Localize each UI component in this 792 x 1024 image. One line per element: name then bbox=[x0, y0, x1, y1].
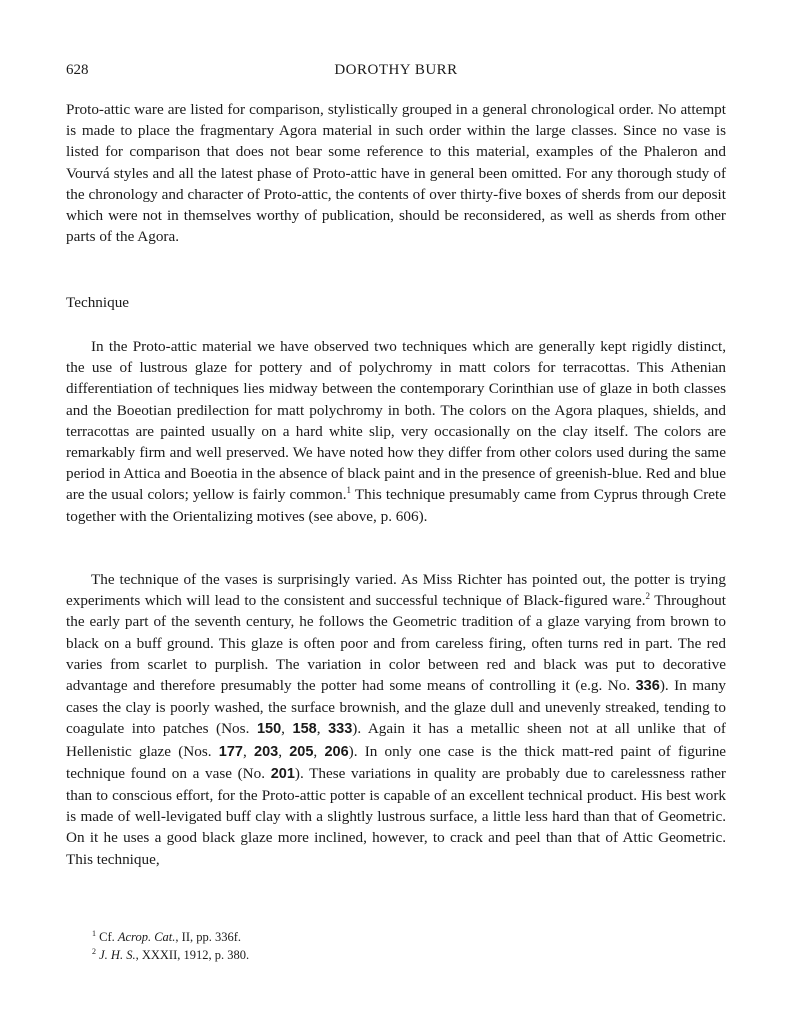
catalogue-number: 333 bbox=[328, 721, 353, 738]
section-heading: Technique bbox=[66, 294, 130, 311]
footnote-title: Acrop. Cat. bbox=[117, 930, 176, 944]
footnotes bbox=[92, 928, 249, 964]
catalogue-number: 205 bbox=[289, 743, 314, 760]
footnote-mark: 1 bbox=[92, 928, 96, 938]
footnote-text: Cf. bbox=[96, 930, 118, 944]
page-header bbox=[66, 62, 726, 86]
paragraph-text: The technique of the vases is surprisingly varied. As Miss Richter has pointed out, the potter is trying experiments which will lead to the consistent and successful technique of Black-figured ware. bbox=[66, 571, 726, 610]
catalogue-number: 177 bbox=[218, 743, 243, 760]
catalogue-number: 158 bbox=[292, 721, 317, 738]
paragraph-text: ). In many cases the clay is poorly washed, the surface brownish, and the glaze dull and unevenly streaked, tending to coagulate into patches (Nos. bbox=[66, 677, 727, 738]
paragraph-text: ). Again it has a metallic sheen not at all unlike that of Hellenistic glaze (Nos. bbox=[66, 720, 726, 760]
paragraph-text: This technique presumably came from Cyprus through Crete together with the Orientalizing motives (see above, p. 606). bbox=[66, 486, 726, 525]
separator: , bbox=[242, 742, 254, 760]
separator: , bbox=[278, 742, 290, 760]
footnote bbox=[92, 928, 249, 946]
separator: , bbox=[281, 720, 293, 738]
footnote-ref: 2 bbox=[645, 591, 651, 602]
catalogue-number: 336 bbox=[635, 678, 660, 695]
page-number: 628 bbox=[66, 62, 89, 78]
footnote-title: J. H. S. bbox=[99, 948, 136, 962]
footnote-ref: 1 bbox=[346, 485, 351, 496]
separator: , bbox=[316, 720, 329, 738]
paragraph-text: ). These variations in quality are probably due to carelessness rather than to conscious effort, for the Proto-attic potter is capable of an excellent technical product. His best work is made of well-levigated buff clay with a slightly lustrous surface, a little less hard than that of Geometric. On it he uses a good black glaze more inclined, however, to crack and peel than that of Attic Geometric. This technique, bbox=[66, 764, 726, 868]
technique-paragraph bbox=[66, 336, 726, 527]
footnote-text: , II, pp. 336f. bbox=[175, 930, 242, 944]
running-head: DOROTHY BURR bbox=[334, 62, 458, 78]
catalogue-number: 206 bbox=[324, 743, 349, 760]
paragraph-text: ). In only one case is the thick matt-red paint of figurine technique found on a vase (No. bbox=[66, 742, 727, 782]
technique-paragraph bbox=[66, 569, 726, 870]
separator: , bbox=[313, 742, 325, 760]
footnote bbox=[92, 946, 249, 964]
catalogue-number: 203 bbox=[254, 743, 279, 760]
catalogue-number: 150 bbox=[256, 721, 282, 738]
paragraph-text: Throughout the early part of the seventh century, he follows the Geometric tradition of a glaze varying from brown to black on a buff ground. This glaze is often poor and from careless firing, often turns red in part. The red varies from scarlet to purplish. The variation in color between red and black was put to decorative advantage and therefore presumably the potter had some means of controlling it (e.g. No. bbox=[66, 592, 726, 695]
paragraph-text: In the Proto-attic material we have observed two techniques which are generally kept rigidly distinct, the use of lustrous glaze for pottery and of polychromy in matt colors for terracottas. This Athenian differentiation of techniques lies midway between the contemporary Corinthian use of glaze in both classes and the Boeotian predilection for matt polychromy in both. The colors on the Agora plaques, shields, and terracottas are painted usually on a hard white slip, very occasionally on the clay itself. The colors are remarkably firm and well preserved. We have noted how they differ from other colors used during the same period in Attica and Boeotia in the absence of black paint and in the presence of greenish-blue. Red and blue are the usual colors; yellow is fairly common. bbox=[66, 338, 726, 504]
intro-paragraph: Proto-attic ware are listed for comparison, stylistically grouped in a general chronological order. No attempt is made to place the fragmentary Agora material in such order within the large classes. Since no vase is listed for comparison that does not bear some reference to this material, examples of the Phaleron and Vourvá styles and all the latest phase of Proto-attic have in general been omitted. For any thorough study of the chronology and character of Proto-attic, the contents of over thirty-five boxes of sherds from our deposit which were not in themselves worthy of publication, should be reconsidered, as well as sherds from other parts of the Agora. bbox=[66, 101, 726, 246]
catalogue-number: 201 bbox=[270, 765, 295, 782]
footnote-mark: 2 bbox=[92, 946, 96, 956]
footnote-text: , XXXII, 1912, p. 380. bbox=[135, 948, 250, 962]
